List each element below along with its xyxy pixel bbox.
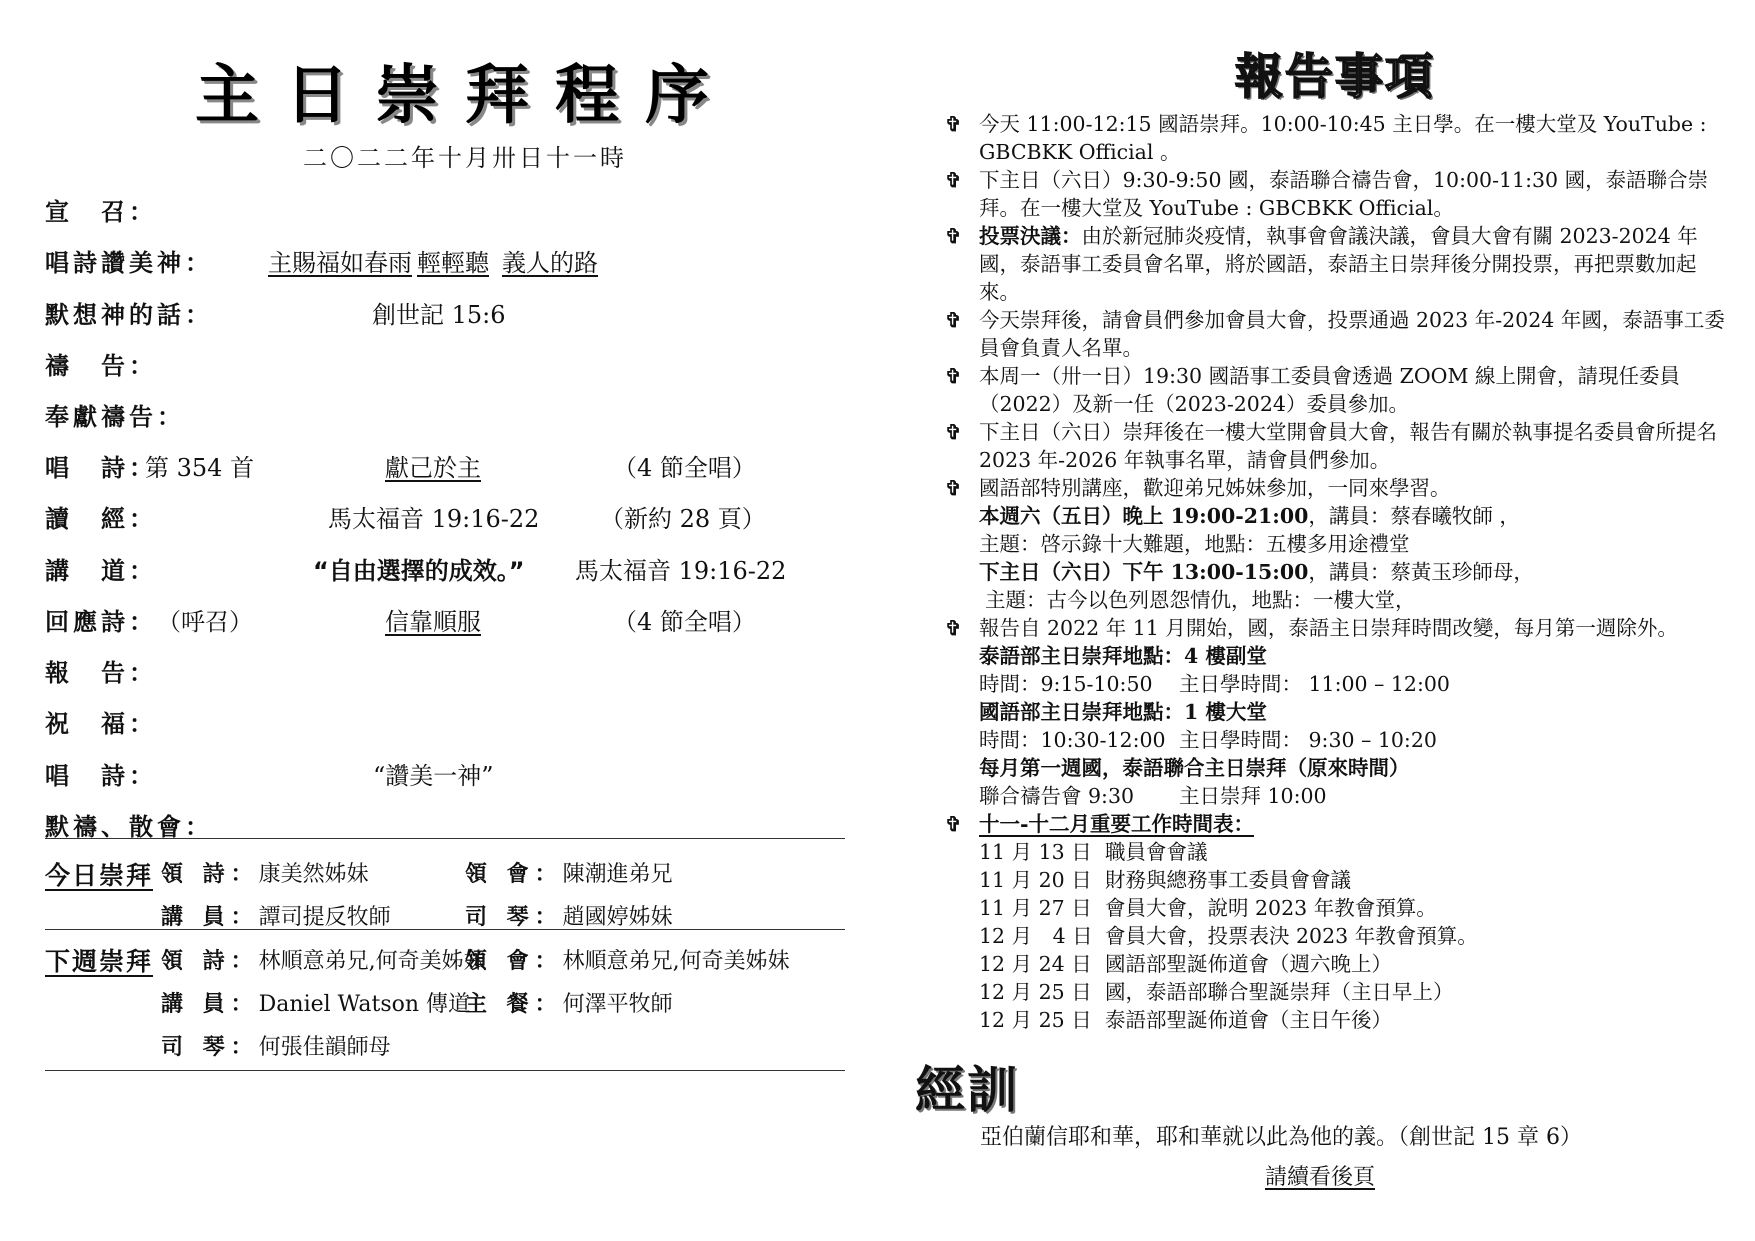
lecture-topic: 主題：古今以色列恩怨情仇，地點：一樓大堂， — [985, 588, 1416, 612]
schedule-row: 12 月 4 日 會員大會，投票表決 2023 年教會預算。 — [979, 924, 1478, 948]
schedule-row: 12 月 25 日 國，泰語部聯合聖誕崇拜（主日早上） — [979, 980, 1454, 1004]
item-scripture-reading — [45, 499, 845, 533]
next-pianist: 司 琴：何張佳韻師母 — [161, 1035, 391, 1060]
announcement-item — [945, 474, 1735, 614]
schedule-row: 12 月 25 日 泰語部聖誕佈道會（主日午後） — [979, 1008, 1392, 1032]
item-hymn — [45, 448, 845, 482]
cross-icon: ✞ — [945, 420, 962, 444]
item-offering-prayer — [45, 397, 845, 431]
next-communion: 主 餐：何澤平牧師 — [465, 992, 673, 1017]
scripture-ref: 創世記 15:6 — [372, 301, 506, 329]
cross-icon: ✞ — [945, 364, 962, 388]
item-sermon — [45, 551, 845, 585]
cross-icon: ✞ — [945, 616, 962, 640]
item-label: 祝 福： — [45, 710, 157, 738]
service-location: 每月第一週國，泰語聯合主日崇拜（原來時間） — [979, 756, 1410, 780]
service-location: 國語部主日崇拜地點：1 樓大堂 — [979, 700, 1267, 724]
cross-icon: ✞ — [945, 308, 962, 332]
service-times: 時間：10:30-12:00 主日學時間： 9:30 – 10:20 — [979, 728, 1437, 752]
item-label: 回應詩： — [45, 608, 157, 636]
divider — [45, 1070, 845, 1071]
schedule-row: 11 月 20 日 財務與總務事工委員會會議 — [979, 868, 1351, 892]
item-closing-hymn — [45, 756, 845, 790]
item-label: 宣 召： — [45, 198, 157, 226]
item-label: 奉獻禱告： — [45, 403, 185, 431]
hymn-title: 信靠順服 — [385, 608, 481, 636]
announcements-page — [905, 0, 1735, 1241]
announcement-text: 國語部特別講座，歡迎弟兄姊妹參加，一同來學習。 — [979, 476, 1451, 500]
cross-icon: ✞ — [945, 812, 962, 836]
today-pianist: 司 琴：趙國婷姊妹 — [465, 905, 673, 930]
today-worship-label: 今日崇拜 — [45, 861, 154, 890]
schedule-row: 11 月 13 日 職員會會議 — [979, 840, 1208, 864]
lecture-line: 下主日（六日）下午 13:00-15:00，講員：蔡黃玉珍師母， — [979, 560, 1534, 584]
verse-text: 亞伯蘭信耶和華，耶和華就以此為他的義。（創世記 15 章 6） — [980, 1125, 1582, 1150]
schedule-row: 12 月 24 日 國語部聖誕佈道會（週六晚上） — [979, 952, 1392, 976]
today-presider: 領 會：陳潮進弟兄 — [465, 862, 673, 887]
item-response-hymn — [45, 602, 845, 636]
hymn-title: 輕輕聽 — [417, 249, 489, 277]
hymn-title: 主賜福如春雨 — [268, 249, 412, 277]
announcement-text: 投票決議：由於新冠肺炎疫情，執事會會議決議，會員大會有關 2023-2024 年國，泰語事工委員會名單，將於國語，泰語主日崇拜後分開投票，再把票數加起來。 — [979, 224, 1698, 304]
next-worship-leader: 領 詩：林順意弟兄,何奇美姊妹 — [161, 949, 486, 974]
announcement-item — [945, 110, 1735, 166]
cross-icon: ✞ — [945, 476, 962, 500]
announcement-item — [945, 418, 1735, 474]
scripture-ref: 馬太福音 19:16-22 — [575, 557, 787, 585]
cross-icon: ✞ — [945, 224, 962, 248]
today-worship-leader: 領 詩：康美然姊妹 — [161, 862, 369, 887]
today-speaker: 講 員：譚司提反牧師 — [161, 905, 391, 930]
scripture-ref: 馬太福音 19:16-22 — [328, 505, 540, 533]
item-label: 講 道： — [45, 557, 157, 585]
schedule-row: 11 月 27 日 會員大會，說明 2023 年教會預算。 — [979, 896, 1437, 920]
next-presider: 領 會：林順意弟兄,何奇美姊妹 — [465, 949, 790, 974]
item-announcements — [45, 653, 845, 687]
announcement-item — [945, 306, 1735, 362]
announcements-title: 報告事項 — [1235, 49, 1436, 105]
service-times: 時間：9:15-10:50 主日學時間： 11:00 – 12:00 — [979, 672, 1450, 696]
announcement-item — [945, 166, 1735, 222]
item-label: 報 告： — [45, 659, 157, 687]
verse-title: 經訓 — [915, 1060, 1019, 1119]
item-silent-prayer-dismissal — [45, 807, 845, 841]
continue-next-page: 請續看後頁 — [1264, 1165, 1375, 1190]
announcement-text: 下主日（六日）崇拜後在一樓大堂開會員大會，報告有關於執事提名委員會所提名 2023 年-2026 年執事名單，請會員們參加。 — [979, 420, 1717, 472]
item-benediction — [45, 704, 845, 738]
item-call-to-worship — [45, 192, 845, 226]
item-label: 唱詩讚美神： — [45, 249, 213, 277]
hymn-verses: （4 節全唱） — [613, 608, 756, 636]
item-note: （呼召） — [157, 608, 253, 636]
hymn-title: 義人的路 — [502, 249, 598, 277]
hymn-title: “讚美一神” — [373, 762, 494, 790]
page-ref: （新約 28 頁） — [600, 505, 766, 533]
item-label: 禱 告： — [45, 352, 157, 380]
divider — [45, 838, 845, 839]
item-label: 默禱、散會： — [45, 813, 213, 841]
program-title: 主日崇拜程序 — [195, 58, 735, 133]
lecture-line: 本週六（五日）晚上 19:00-21:00，講員：蔡春曦牧師 ， — [979, 504, 1520, 528]
divider — [45, 929, 845, 930]
item-label: 讀 經： — [45, 505, 157, 533]
announcement-item — [945, 810, 1735, 1034]
cross-icon: ✞ — [945, 168, 962, 192]
item-prayer — [45, 346, 845, 380]
next-worship-label: 下週崇拜 — [45, 947, 154, 976]
program-date: 二〇二二年十月卅日十一時 — [303, 144, 627, 172]
item-label: 唱 詩： — [45, 762, 157, 790]
hymn-number: 第 354 首 — [145, 454, 255, 482]
schedule-heading: 十一-十二月重要工作時間表： — [979, 812, 1255, 836]
item-label: 唱 詩： — [45, 454, 157, 482]
lecture-topic: 主題：啓示錄十大難題，地點：五樓多用途禮堂 — [979, 532, 1410, 556]
announcement-item — [945, 614, 1735, 810]
item-label: 默想神的話： — [45, 301, 213, 329]
announcement-text: 今天崇拜後，請會員們參加會員大會，投票通過 2023 年-2024 年國，泰語事工委員會負責人名單。 — [979, 308, 1725, 360]
next-speaker: 講 員：Daniel Watson 傳道 — [161, 992, 471, 1017]
announcement-list — [945, 110, 1735, 1034]
hymn-title: 獻己於主 — [385, 454, 481, 482]
announcement-text: 今天 11:00-12:15 國語崇拜。10:00-10:45 主日學。在一樓大堂及 YouTube : GBCBKK Official 。 — [979, 112, 1707, 164]
announcement-text: 報告自 2022 年 11 月開始，國，泰語主日崇拜時間改變，每月第一週除外。 — [979, 616, 1678, 640]
announcement-text: 下主日（六日）9:30-9:50 國，泰語聯合禱告會，10:00-11:30 國，泰語聯合崇拜。在一樓大堂及 YouTube : GBCBKK Official。 — [979, 168, 1709, 220]
program-page — [45, 0, 855, 1241]
cross-icon: ✞ — [945, 112, 962, 136]
item-praise-hymns — [45, 243, 845, 277]
service-location: 泰語部主日崇拜地點：4 樓副堂 — [979, 644, 1267, 668]
sermon-title: “自由選擇的成效。” — [313, 557, 525, 585]
announcement-text: 本周一（卅一日）19:30 國語事工委員會透過 ZOOM 線上開會，請現任委員（2022）及新一任（2023-2024）委員參加。 — [979, 364, 1680, 416]
hymn-verses: （4 節全唱） — [613, 454, 756, 482]
announcement-item — [945, 362, 1735, 418]
service-times: 聯合禱告會 9:30 主日崇拜 10:00 — [979, 784, 1327, 808]
announcement-item — [945, 222, 1735, 306]
item-meditation — [45, 295, 845, 329]
